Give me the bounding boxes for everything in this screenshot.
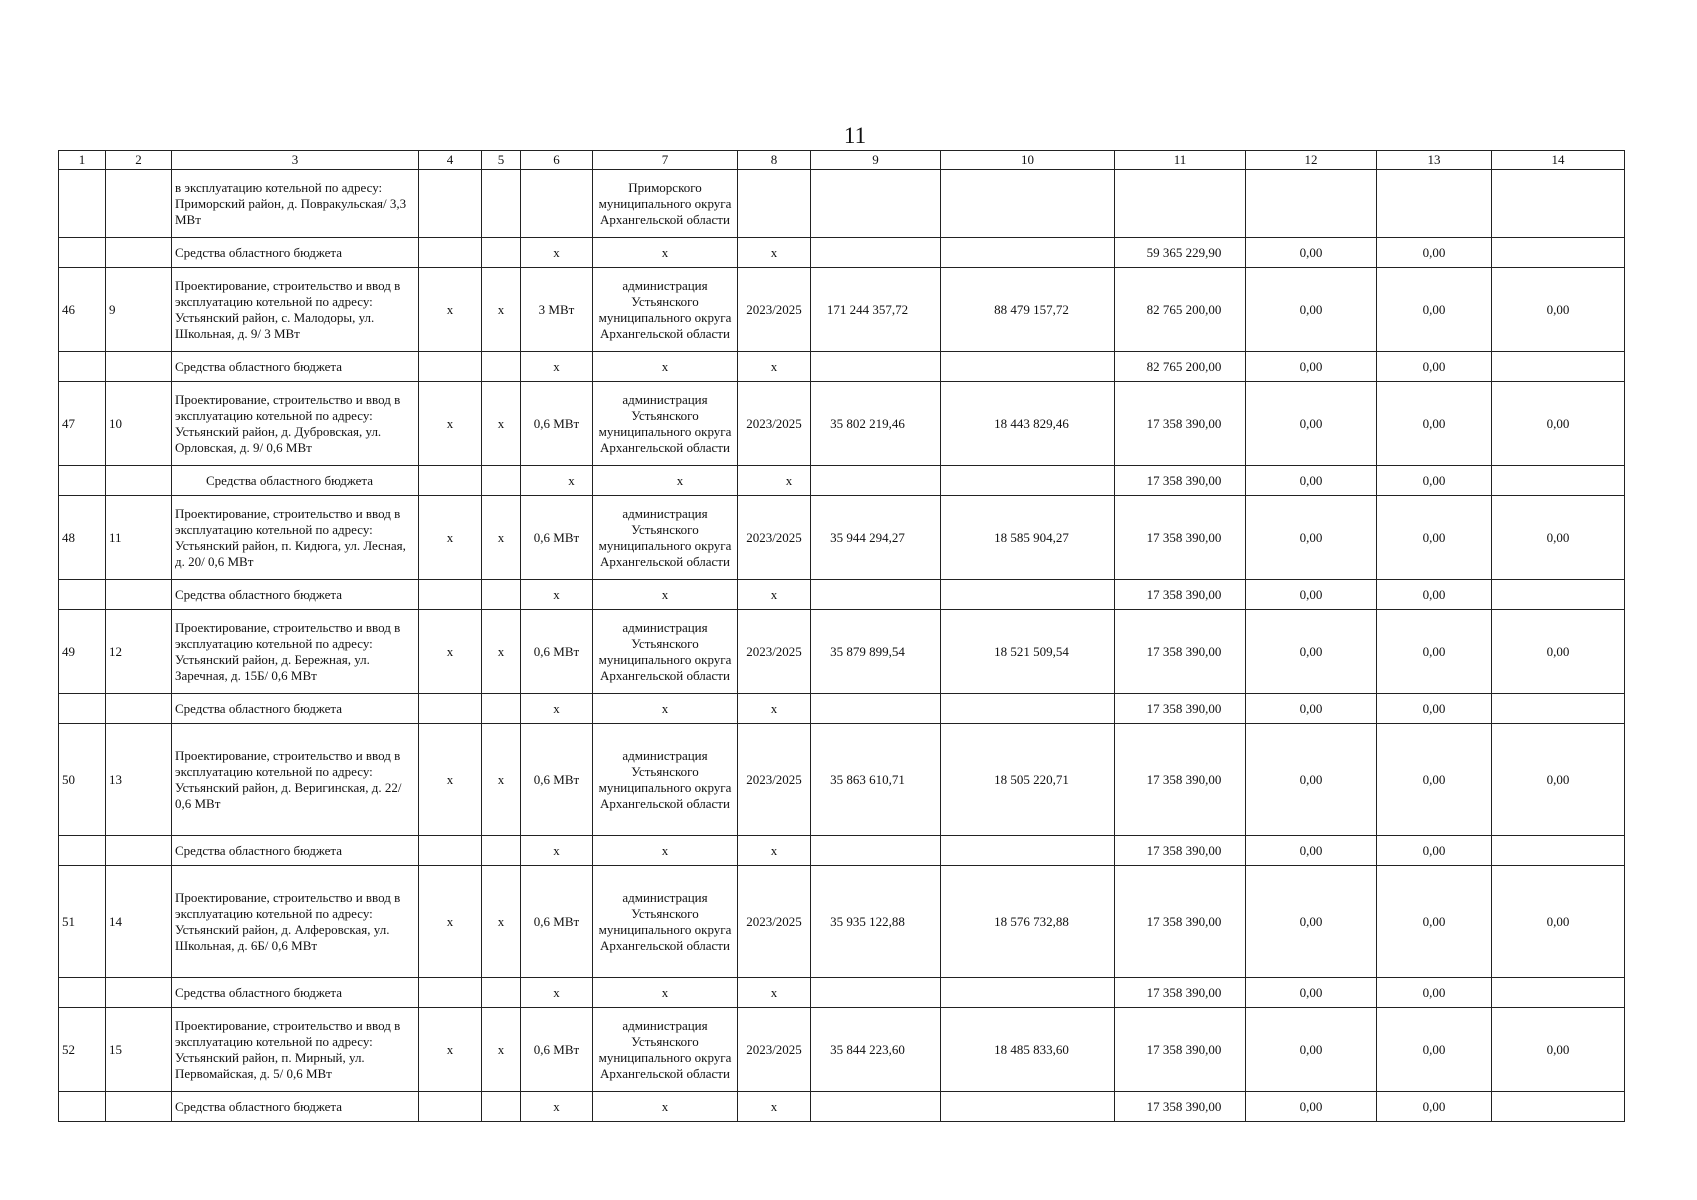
zero-value: 0,00 — [1377, 352, 1492, 382]
item-number: 9 — [106, 268, 172, 352]
project-row — [59, 724, 1625, 836]
x-mark: х — [521, 1092, 593, 1122]
program-table — [58, 150, 1625, 1122]
column-number: 1 — [59, 151, 106, 170]
x-mark: х — [482, 268, 521, 352]
cost-before: 88 479 157,72 — [994, 301, 1069, 317]
funding-label: Средства областного бюджета — [172, 352, 419, 382]
zero-value: 0,00 — [1377, 1008, 1492, 1092]
x-mark: х — [738, 836, 811, 866]
x-mark: х — [482, 724, 521, 836]
x-mark: х — [482, 496, 521, 580]
project-description: в эксплуатацию котельной по адресу: Приморский район, д. Повракульская/ 3,3 МВт — [172, 170, 419, 238]
zero-value: 0,00 — [1377, 836, 1492, 866]
x-mark: х — [593, 352, 738, 382]
total-cost: 171 244 357,72 — [826, 301, 909, 317]
cost-before: 18 576 732,88 — [994, 913, 1069, 929]
zero-value: 0,00 — [1246, 466, 1377, 496]
x-mark: х — [419, 866, 482, 978]
x-mark: х — [738, 580, 811, 610]
x-mark: х — [419, 382, 482, 466]
zero-value: 0,00 — [1246, 610, 1377, 694]
zero-value: 0,00 — [1492, 610, 1625, 694]
power-capacity: 0,6 МВт — [521, 610, 593, 694]
x-mark: х — [482, 866, 521, 978]
column-number: 6 — [521, 151, 593, 170]
x-mark: х — [593, 1092, 738, 1122]
column-number-row — [59, 151, 1625, 170]
continued-project-row — [59, 170, 1625, 238]
total-cost: 35 863 610,71 — [830, 771, 905, 787]
zero-value: 0,00 — [1492, 724, 1625, 836]
x-mark: х — [521, 580, 593, 610]
budget-amount: 17 358 390,00 — [1146, 586, 1222, 602]
x-mark: х — [482, 1008, 521, 1092]
column-number: 3 — [172, 151, 419, 170]
zero-value: 0,00 — [1246, 496, 1377, 580]
power-capacity: 0,6 МВт — [521, 382, 593, 466]
column-number: 12 — [1246, 151, 1377, 170]
zero-value: 0,00 — [1492, 1008, 1625, 1092]
column-number: 13 — [1377, 151, 1492, 170]
x-mark: х — [785, 472, 793, 488]
project-description: Проектирование, строительство и ввод в эксплуатацию котельной по адресу: Устьянский район, д. Дубровская, ул. Орловская, д. 9/ 0,6 МВт — [172, 382, 419, 466]
x-mark: х — [593, 238, 738, 268]
x-mark: х — [419, 724, 482, 836]
zero-value: 0,00 — [1377, 1092, 1492, 1122]
cost-before: 18 521 509,54 — [994, 643, 1069, 659]
total-cost: 35 935 122,88 — [830, 913, 905, 929]
executor: администрация Устьянского муниципального округа Архангельской области — [593, 382, 738, 466]
project-description: Проектирование, строительство и ввод в эксплуатацию котельной по адресу: Устьянский район, д. Бережная, ул. Заречная, д. 15Б/ 0,6 МВт — [172, 610, 419, 694]
x-mark: х — [521, 238, 593, 268]
zero-value: 0,00 — [1377, 610, 1492, 694]
budget-amount: 17 358 390,00 — [1146, 1098, 1222, 1114]
row-number: 47 — [59, 382, 106, 466]
executor: администрация Устьянского муниципального округа Архангельской области — [593, 724, 738, 836]
zero-value: 0,00 — [1492, 866, 1625, 978]
funding-row — [59, 238, 1625, 268]
funding-label: Средства областного бюджета — [172, 694, 419, 724]
executor: администрация Устьянского муниципального округа Архангельской области — [593, 610, 738, 694]
item-number: 14 — [106, 866, 172, 978]
item-number: 12 — [106, 610, 172, 694]
executor: администрация Устьянского муниципального округа Архангельской области — [593, 1008, 738, 1092]
column-number: 14 — [1492, 151, 1625, 170]
row-number: 50 — [59, 724, 106, 836]
funding-label: Средства областного бюджета — [172, 1092, 419, 1122]
x-mark: х — [738, 352, 811, 382]
period: 2023/2025 — [738, 382, 811, 466]
executor: администрация Устьянского муниципального округа Архангельской области — [593, 496, 738, 580]
power-capacity: 0,6 МВт — [521, 724, 593, 836]
budget-amount: 17 358 390,00 — [1146, 472, 1222, 488]
row-number: 49 — [59, 610, 106, 694]
power-capacity: 0,6 МВт — [521, 496, 593, 580]
executor: администрация Устьянского муниципального округа Архангельской области — [593, 866, 738, 978]
x-mark: х — [482, 382, 521, 466]
zero-value: 0,00 — [1377, 694, 1492, 724]
x-mark: х — [676, 472, 684, 488]
project-row — [59, 1008, 1625, 1092]
column-number: 5 — [482, 151, 521, 170]
power-capacity: 3 МВт — [521, 268, 593, 352]
zero-value: 0,00 — [1377, 496, 1492, 580]
zero-value: 0,00 — [1246, 866, 1377, 978]
project-row — [59, 610, 1625, 694]
row-number: 51 — [59, 866, 106, 978]
row-number: 46 — [59, 268, 106, 352]
cost-before: 18 585 904,27 — [994, 529, 1069, 545]
zero-value: 0,00 — [1246, 1008, 1377, 1092]
total-cost: 35 802 219,46 — [830, 415, 905, 431]
period: 2023/2025 — [738, 866, 811, 978]
project-row — [59, 496, 1625, 580]
item-number: 15 — [106, 1008, 172, 1092]
total-cost: 35 844 223,60 — [830, 1041, 905, 1057]
funding-row — [59, 694, 1625, 724]
zero-value: 0,00 — [1377, 724, 1492, 836]
power-capacity: 0,6 МВт — [521, 866, 593, 978]
x-mark: х — [419, 1008, 482, 1092]
budget-amount: 59 365 229,90 — [1146, 244, 1222, 260]
executor: Приморского муниципального округа Архангельской области — [593, 170, 738, 238]
zero-value: 0,00 — [1377, 466, 1492, 496]
zero-value: 0,00 — [1246, 836, 1377, 866]
project-row — [59, 382, 1625, 466]
zero-value: 0,00 — [1492, 496, 1625, 580]
cost-amount: 17 358 390,00 — [1146, 415, 1222, 431]
x-mark: х — [521, 978, 593, 1008]
cost-before: 18 505 220,71 — [994, 771, 1069, 787]
zero-value: 0,00 — [1246, 352, 1377, 382]
project-description: Проектирование, строительство и ввод в эксплуатацию котельной по адресу: Устьянский район, п. Мирный, ул. Первомайская, д. 5/ 0,6 МВт — [172, 1008, 419, 1092]
zero-value: 0,00 — [1246, 268, 1377, 352]
item-number: 13 — [106, 724, 172, 836]
column-number: 8 — [738, 151, 811, 170]
x-mark: х — [419, 610, 482, 694]
funding-label: Средства областного бюджета — [172, 836, 419, 866]
x-mark: х — [738, 978, 811, 1008]
budget-amount: 17 358 390,00 — [1146, 984, 1222, 1000]
x-mark: х — [593, 978, 738, 1008]
zero-value: 0,00 — [1377, 238, 1492, 268]
funding-label: Средства областного бюджета — [172, 978, 419, 1008]
x-mark: х — [593, 694, 738, 724]
project-description: Проектирование, строительство и ввод в эксплуатацию котельной по адресу: Устьянский район, д. Алферовская, ул. Школьная, д. 6Б/ 0,6 МВт — [172, 866, 419, 978]
x-mark: х — [419, 268, 482, 352]
power-capacity: 0,6 МВт — [521, 1008, 593, 1092]
cost-amount: 17 358 390,00 — [1146, 529, 1222, 545]
period: 2023/2025 — [738, 610, 811, 694]
zero-value: 0,00 — [1246, 580, 1377, 610]
total-cost: 35 879 899,54 — [830, 643, 905, 659]
zero-value: 0,00 — [1246, 724, 1377, 836]
x-mark: х — [738, 238, 811, 268]
x-mark: х — [568, 472, 575, 488]
project-description: Проектирование, строительство и ввод в эксплуатацию котельной по адресу: Устьянский район, с. Малодоры, ул. Школьная, д. 9/ 3 МВт — [172, 268, 419, 352]
zero-value: 0,00 — [1377, 580, 1492, 610]
funding-label: Средства областного бюджета — [172, 238, 419, 268]
zero-value: 0,00 — [1377, 268, 1492, 352]
zero-value: 0,00 — [1246, 382, 1377, 466]
funding-label: Средства областного бюджета — [172, 580, 419, 610]
zero-value: 0,00 — [1246, 978, 1377, 1008]
cost-amount: 17 358 390,00 — [1146, 913, 1222, 929]
x-mark: х — [521, 694, 593, 724]
executor: администрация Устьянского муниципального округа Архангельской области — [593, 268, 738, 352]
funding-row — [59, 352, 1625, 382]
cost-before: 18 485 833,60 — [994, 1041, 1069, 1057]
column-number: 7 — [593, 151, 738, 170]
column-number: 4 — [419, 151, 482, 170]
x-mark: х — [593, 836, 738, 866]
funding-row — [59, 466, 1625, 496]
item-number: 11 — [106, 496, 172, 580]
row-number: 52 — [59, 1008, 106, 1092]
cost-before: 18 443 829,46 — [994, 415, 1069, 431]
budget-amount: 17 358 390,00 — [1146, 842, 1222, 858]
zero-value: 0,00 — [1246, 694, 1377, 724]
period: 2023/2025 — [738, 496, 811, 580]
cost-amount: 82 765 200,00 — [1146, 301, 1222, 317]
period: 2023/2025 — [738, 724, 811, 836]
funding-row — [59, 836, 1625, 866]
funding-row — [59, 580, 1625, 610]
period: 2023/2025 — [738, 1008, 811, 1092]
total-cost: 35 944 294,27 — [830, 529, 905, 545]
funding-row — [59, 978, 1625, 1008]
zero-value: 0,00 — [1492, 268, 1625, 352]
cost-amount: 17 358 390,00 — [1146, 643, 1222, 659]
row-number: 48 — [59, 496, 106, 580]
x-mark: х — [521, 352, 593, 382]
x-mark: х — [521, 836, 593, 866]
zero-value: 0,00 — [1246, 1092, 1377, 1122]
column-number: 2 — [106, 151, 172, 170]
zero-value: 0,00 — [1492, 382, 1625, 466]
column-number: 10 — [941, 151, 1115, 170]
project-description: Проектирование, строительство и ввод в эксплуатацию котельной по адресу: Устьянский район, д. Веригинская, д. 22/ 0,6 МВт — [172, 724, 419, 836]
x-mark: х — [419, 496, 482, 580]
budget-amount: 17 358 390,00 — [1146, 700, 1222, 716]
column-number: 9 — [811, 151, 941, 170]
budget-amount: 82 765 200,00 — [1146, 358, 1222, 374]
project-row — [59, 268, 1625, 352]
x-mark: х — [738, 1092, 811, 1122]
column-number: 11 — [1115, 151, 1246, 170]
zero-value: 0,00 — [1246, 238, 1377, 268]
zero-value: 0,00 — [1377, 866, 1492, 978]
x-mark: х — [593, 580, 738, 610]
period: 2023/2025 — [738, 268, 811, 352]
project-description: Проектирование, строительство и ввод в эксплуатацию котельной по адресу: Устьянский район, п. Кидюга, ул. Лесная, д. 20/ 0,6 МВт — [172, 496, 419, 580]
zero-value: 0,00 — [1377, 382, 1492, 466]
funding-label: Средства областного бюджета — [172, 466, 419, 496]
cost-amount: 17 358 390,00 — [1146, 1041, 1222, 1057]
project-row — [59, 866, 1625, 978]
item-number: 10 — [106, 382, 172, 466]
x-mark: х — [738, 694, 811, 724]
funding-row — [59, 1092, 1625, 1122]
x-mark: х — [482, 610, 521, 694]
page-number: 11 — [843, 123, 867, 148]
zero-value: 0,00 — [1377, 978, 1492, 1008]
cost-amount: 17 358 390,00 — [1146, 771, 1222, 787]
